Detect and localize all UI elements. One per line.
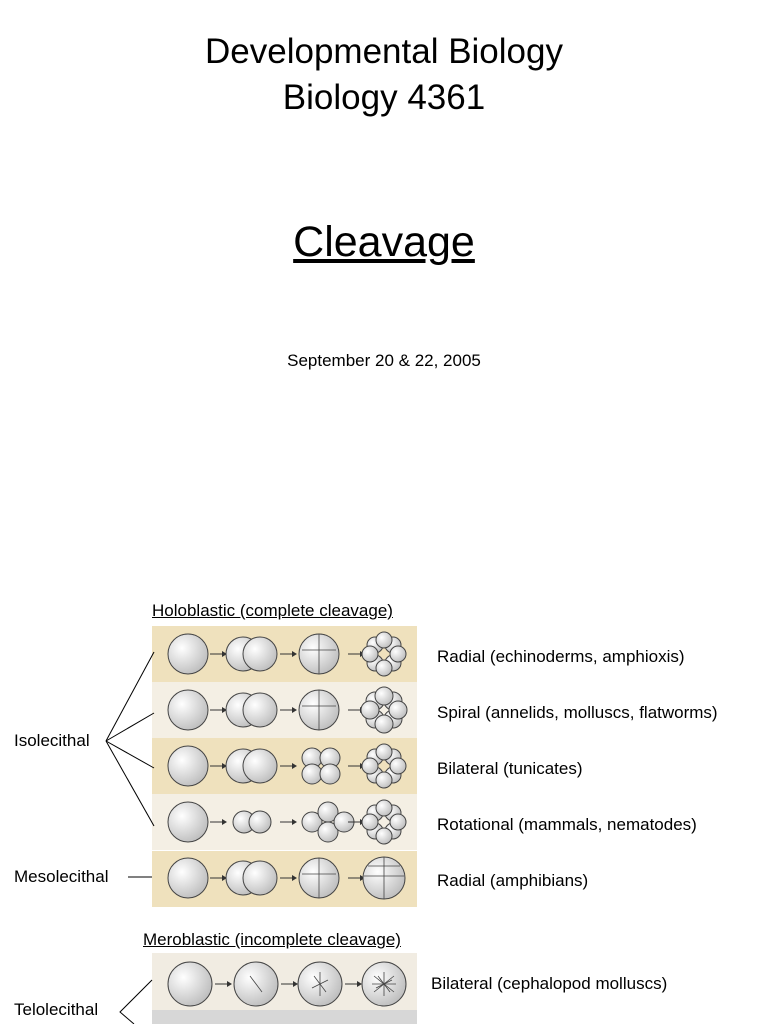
row-label-radial-amphibians: Radial (amphibians) [437, 871, 589, 890]
connector-line [120, 980, 152, 1024]
slide-title: Developmental Biology [205, 32, 563, 71]
course-number: Biology 4361 [282, 78, 486, 117]
row-label-spiral: Spiral (annelids, molluscs, flatworms) [437, 703, 718, 722]
meroblastic-title: Meroblastic (incomplete cleavage) [143, 930, 401, 949]
connector-line [106, 652, 154, 741]
connector-line [106, 741, 154, 826]
row-label-bilateral-tunicates: Bilateral (tunicates) [437, 759, 583, 778]
lecture-heading: Cleavage [293, 218, 475, 266]
isolecithal-label: Isolecithal [14, 731, 90, 750]
mesolecithal-label: Mesolecithal [14, 867, 109, 886]
row-label-radial-echinoderms: Radial (echinoderms, amphioxis) [437, 647, 685, 666]
telolecithal-label: Telolecithal [14, 1000, 99, 1019]
lecture-date: September 20 & 22, 2005 [287, 351, 481, 370]
holoblastic-title: Holoblastic (complete cleavage) [152, 601, 393, 620]
row-label-bilateral-cephalopod: Bilateral (cephalopod molluscs) [431, 974, 668, 993]
row-label-rotational: Rotational (mammals, nematodes) [437, 815, 697, 834]
